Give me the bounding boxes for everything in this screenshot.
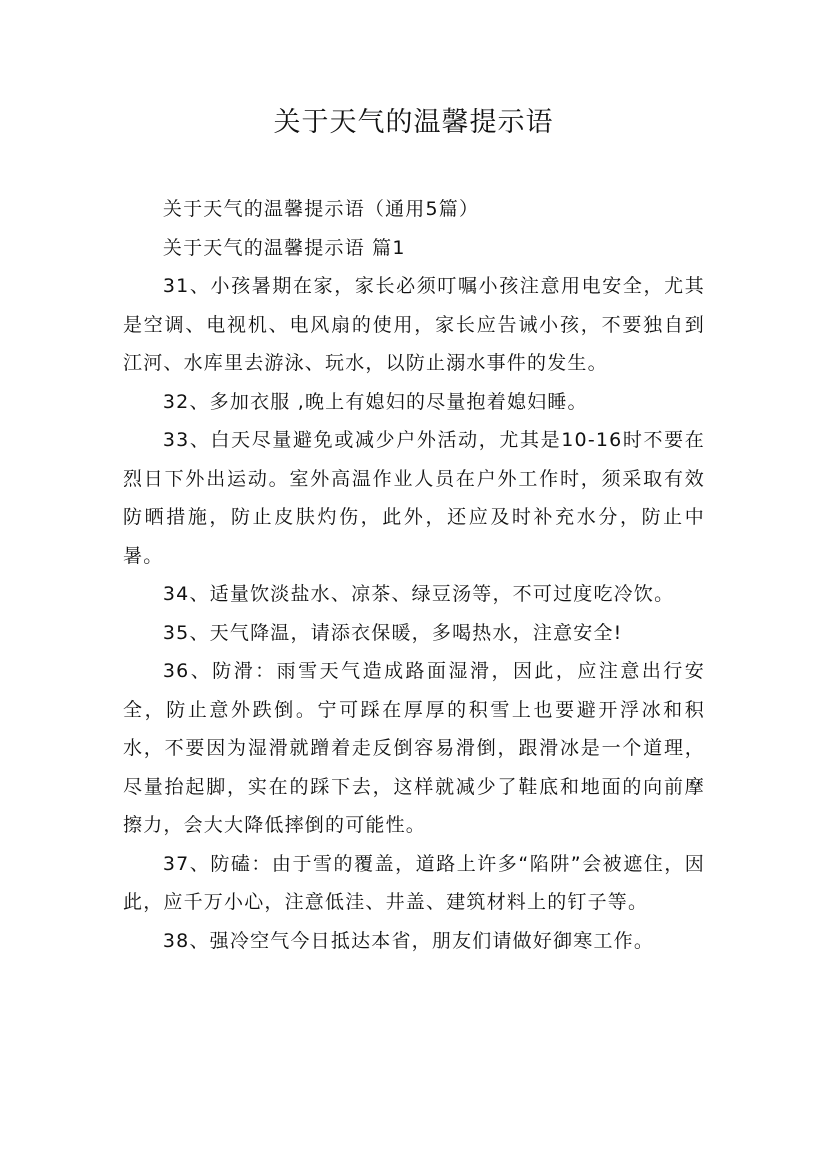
paragraph-33: 33、白天尽量避免或减少户外活动，尤其是10-16时不要在烈日下外出运动。室外高温作业人员在户外工作时，须采取有效防晒措施，防止皮肤灼伤，此外，还应及时补充水分，防止中暑。: [123, 429, 705, 567]
paragraph-37: 37、防磕：由于雪的覆盖，道路上许多“陷阱”会被遮住，因此，应千万小心，注意低洼、井盖、建筑材料上的钉子等。: [123, 852, 705, 913]
paragraph-31: 31、小孩暑期在家，家长必须叮嘱小孩注意用电安全，尤其是空调、电视机、电风扇的使用，家长应告诫小孩，不要独自到江河、水库里去游泳、玩水，以防止溺水事件的发生。: [123, 275, 705, 374]
section-heading: 关于天气的温馨提示语 篇1: [162, 236, 406, 259]
paragraph-32: 32、多加衣服 ,晚上有媳妇的尽量抱着媳妇睡。: [162, 390, 588, 413]
doc-subtitle: 关于天气的温馨提示语（通用5篇）: [162, 198, 480, 220]
paragraph-36: 36、防滑：雨雪天气造成路面湿滑，因此，应注意出行安全，防止意外跌倒。宁可踩在厚厚的积雪上也要避开浮冰和积水，不要因为湿滑就蹭着走反倒容易滑倒，跟滑冰是一个道理，尽量抬起脚，实在的踩下去，这样就减少了鞋底和地面的向前摩擦力，会大大降低摔倒的可能性。: [123, 660, 705, 836]
document-body: [123, 190, 705, 960]
paragraph-35: 35、天气降温，请添衣保暖，多喝热水，注意安全!: [162, 621, 623, 644]
paragraph-38: 38、强冷空气今日抵达本省，朋友们请做好御寒工作。: [162, 929, 655, 952]
paragraph-34: 34、适量饮淡盐水、凉茶、绿豆汤等，不可过度吃冷饮。: [162, 583, 675, 605]
document-title: 关于天气的温馨提示语: [273, 107, 554, 138]
